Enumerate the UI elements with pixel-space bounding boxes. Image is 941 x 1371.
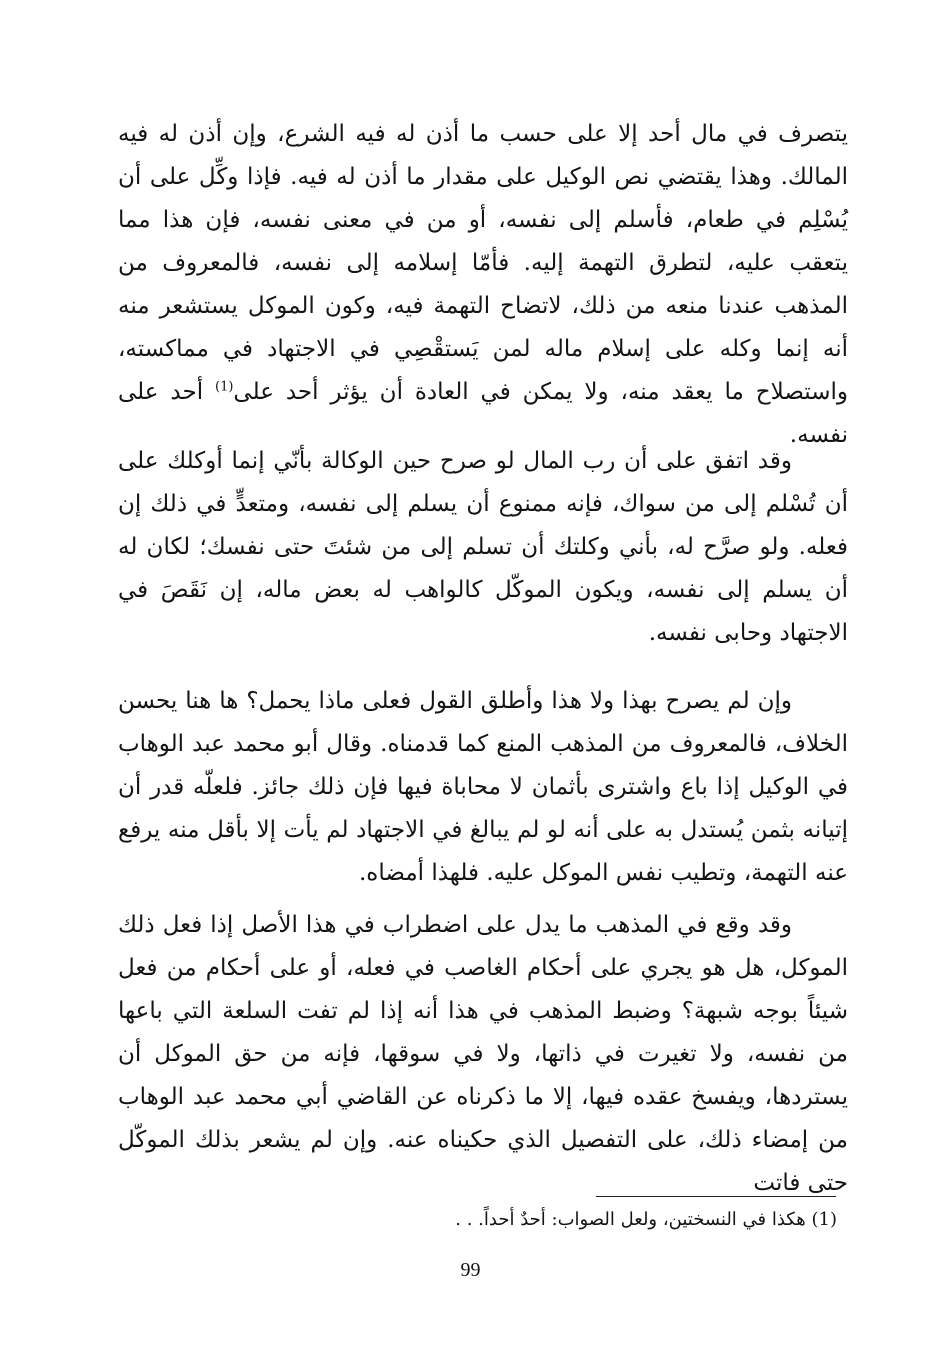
paragraph-4	[118, 904, 848, 1205]
paragraph-3	[118, 680, 848, 895]
footnote-reference: (1)	[214, 379, 234, 395]
footnote-number: (1)	[811, 1209, 837, 1230]
footnote	[337, 1205, 837, 1235]
page-number: 99	[460, 1259, 481, 1281]
paragraph-3-text: وإن لم يصرح بهذا ولا هذا وأطلق القول فعلى ماذا يحمل؟ ها هنا يحسن الخلاف، فالمعروف من المذهب المنع كما قدمناه. وقال أبو محمد عبد الوهاب في الوكيل إذا باع واشترى بأثمان لا محاباة فيها فإن ذلك جائز. فلعلّه قدر أن إتيانه بثمن يُستدل به على أنه لو لم يبالغ في الاجتهاد لم يأت إلا بأقل منه يرفع عنه التهمة، وتطيب نفس الموكل عليه. فلهذا أمضاه.	[118, 688, 848, 886]
paragraph-1-text-end: أحد على نفسه.	[118, 379, 848, 448]
footnote-text: هكذا في النسختين، ولعل الصواب: أحدٌ أحداً. . .	[455, 1209, 806, 1230]
footnote-divider	[596, 1196, 836, 1197]
paragraph-2	[118, 440, 848, 655]
paragraph-1-text: يتصرف في مال أحد إلا على حسب ما أذن له فيه الشرع، وإن أذن له فيه المالك. وهذا يقتضي نص الوكيل على مقدار ما أذن له فيه. فإذا وكِّل على أن يُسْلِم في طعام، فأسلم إلى نفسه، أو من في معنى نفسه، فإن هذا مما يتعقب عليه، لتطرق التهمة إليه. فأمّا إسلامه إلى نفسه، فالمعروف من المذهب عندنا منعه من ذلك، لاتضاح التهمة فيه، وكون الموكل يستشعر منه أنه إنما وكله على إسلام ماله لمن يَستقْصِي في الاجتهاد في مماكسته، واستصلاح ما يعقد منه، ولا يمكن في العادة أن يؤثر أحد على	[118, 121, 848, 405]
paragraph-4-text: وقد وقع في المذهب ما يدل على اضطراب في هذا الأصل إذا فعل ذلك الموكل، هل هو يجري على أحكام الغاصب في فعله، أو على أحكام من فعل شيئاً بوجه شبهة؟ وضبط المذهب في هذا أنه إذا لم تفت السلعة التي باعها من نفسه، ولا تغيرت في ذاتها، ولا في سوقها، فإنه من حق الموكل أن يستردها، ويفسخ عقده فيها، إلا ما ذكرناه عن القاضي أبي محمد عبد الوهاب من إمضاء ذلك، على التفصيل الذي حكيناه عنه. وإن لم يشعر بذلك الموكّل حتى فاتت	[118, 912, 848, 1196]
paragraph-2-text: وقد اتفق على أن رب المال لو صرح حين الوكالة بأنّي إنما أوكلك على أن تُسْلم إلى من سواك، فإنه ممنوع أن يسلم إلى نفسه، ومتعدٍّ في ذلك إن فعله. ولو صرَّح له، بأني وكلتك أن تسلم إلى من شئتَ حتى نفسك؛ لكان له أن يسلم إلى نفسه، ويكون الموكّل كالواهب له بعض ماله، إن نَقَصَ في الاجتهاد وحابى نفسه.	[118, 448, 848, 646]
paragraph-1	[118, 113, 848, 457]
